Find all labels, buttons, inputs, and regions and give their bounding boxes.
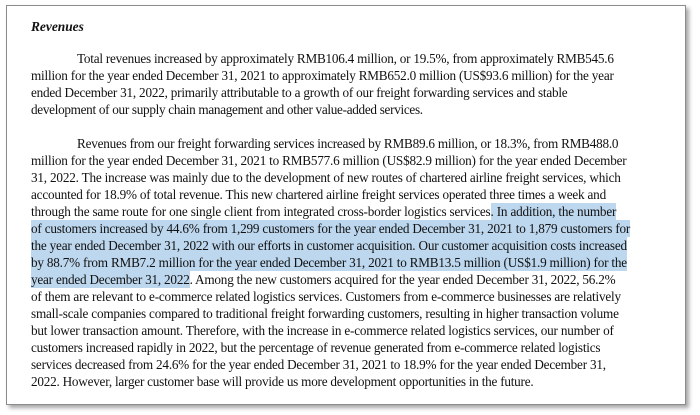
text-line: Revenues from our freight forwarding services increased by RMB89.6 million, or 18.3%, from RMB488.0 [77, 136, 619, 151]
text-line [31, 271, 683, 288]
text-line: ended December 31, 2022, primarily attributable to a growth of our freight forwarding services and stable [31, 85, 568, 100]
text-line [31, 220, 683, 237]
paragraph-gap [31, 118, 683, 135]
text-line: customers increased rapidly in 2022, but the percentage of revenue generated from e-commerce related logistics [31, 340, 601, 355]
text-line: but lower transaction amount. Therefore, with the increase in e-commerce related logistics services, our number of [31, 323, 614, 338]
document-frame [6, 5, 686, 405]
paragraph-freight-forwarding [31, 135, 683, 390]
paragraph-total-revenues [31, 50, 683, 118]
text-line: services decreased from 24.6% for the year ended December 31, 2021 to 18.9% for the year ended December 31, [31, 357, 606, 372]
text-line [31, 237, 683, 254]
text-line: development of our supply chain management and other value-added services. [31, 102, 423, 117]
text-line: of them are relevant to e-commerce related logistics services. Customers from e-commerce businesses are relatively [31, 289, 621, 304]
text-line: million for the year ended December 31, 2021 to approximately RMB652.0 million (US$93.6 million) for the year [31, 68, 614, 83]
highlighted-text: . In addition, the number [490, 204, 617, 219]
text-line [31, 254, 683, 271]
text-line: small-scale companies compared to traditional freight forwarding customers, resulting in higher transaction volume [31, 306, 619, 321]
text-segment: . Among the new customers acquired for the year ended December 31, 2022, 56.2% [189, 272, 616, 287]
highlighted-text: year ended December 31, 2022 [31, 272, 190, 287]
highlighted-text: by 88.7% from RMB7.2 million for the year ended December 31, 2021 to RMB13.5 million (US$1.9 million) for the [31, 255, 627, 270]
text-line: accounted for 18.9% of total revenue. This new chartered airline freight services operated three times a week and [31, 187, 606, 202]
section-heading: Revenues [31, 19, 84, 34]
highlighted-text: of customers increased by 44.6% from 1,299 customers for the year ended December 31, 2021 to 1,879 customers for [31, 221, 631, 236]
text-line: Total revenues increased by approximately RMB106.4 million, or 19.5%, from approximately RMB545.6 [77, 51, 614, 66]
document-body [31, 18, 683, 390]
highlighted-text: the year ended December 31, 2022 with our efforts in customer acquisition. Our customer acquisition costs increased [31, 238, 627, 253]
text-line: million for the year ended December 31, 2021 to RMB577.6 million (US$82.9 million) for the year ended December [31, 153, 627, 168]
text-line [31, 203, 683, 220]
text-segment: through the same route for one single client from integrated cross-border logistics services [31, 204, 491, 219]
text-line: 31, 2022. The increase was mainly due to the development of new routes of chartered airline freight services, which [31, 170, 621, 185]
text-line: 2022. However, larger customer base will provide us more development opportunities in the future. [31, 374, 534, 389]
